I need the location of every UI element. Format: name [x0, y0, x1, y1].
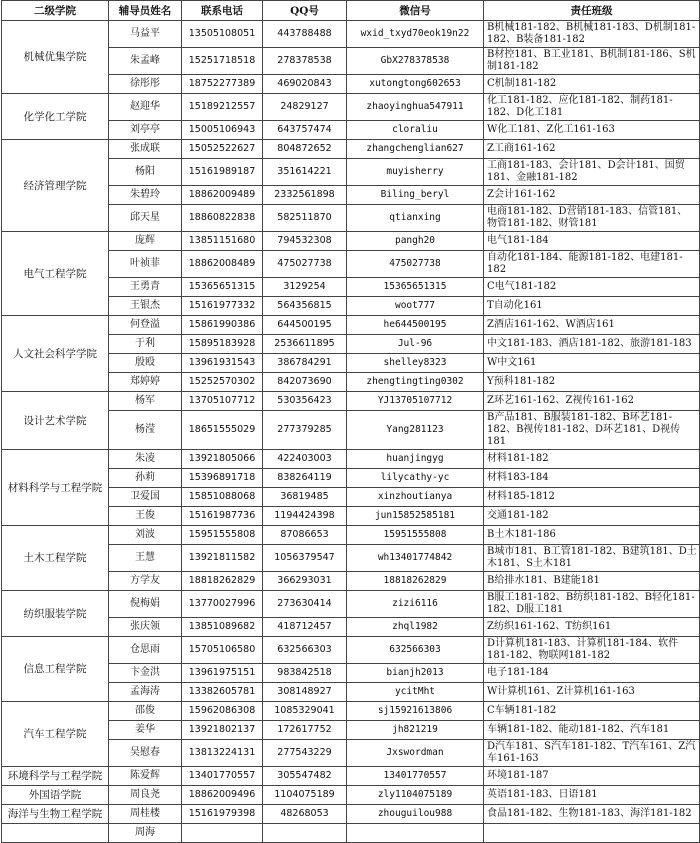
- wechat-cell: 632566303: [347, 637, 484, 664]
- phone-cell: 13921811582: [182, 545, 263, 572]
- qq-cell: 842073690: [263, 373, 347, 392]
- classes-cell: B城市181、B工管181-182、B建筑181、D土木181、S土木181: [484, 545, 700, 572]
- wechat-cell: shelley8323: [347, 354, 484, 373]
- table-row: [2, 591, 700, 618]
- header-classes: 责任班级: [484, 1, 700, 21]
- wechat-cell: 13401770557: [347, 767, 484, 786]
- table-row: [2, 637, 700, 664]
- qq-cell: 2536611895: [263, 335, 347, 354]
- phone-cell: 15396891718: [182, 469, 263, 488]
- classes-cell: B给排水181、B建能181: [484, 572, 700, 591]
- college-cell: 化学化工学院: [2, 94, 109, 140]
- qq-cell: 643757474: [263, 121, 347, 140]
- wechat-cell: muyisherry: [347, 159, 484, 186]
- college-cell: 外国语学院: [2, 786, 109, 805]
- wechat-cell: lilycathy-yc: [347, 469, 484, 488]
- wechat-cell: zhangchenglian627: [347, 140, 484, 159]
- college-cell: 材料科学与工程学院: [2, 450, 109, 526]
- qq-cell: 794532308: [263, 232, 347, 251]
- phone-cell: 13505108051: [182, 21, 263, 48]
- qq-cell: 644500195: [263, 316, 347, 335]
- counselor-name-cell: 卫爱国: [109, 488, 182, 507]
- table-row: [2, 786, 700, 805]
- table-body: [2, 21, 700, 843]
- wechat-cell: sj15921613806: [347, 702, 484, 721]
- wechat-cell: [347, 824, 484, 843]
- table-row: [2, 392, 700, 411]
- phone-cell: 13851089682: [182, 618, 263, 637]
- header-phone: 联系电话: [182, 1, 263, 21]
- classes-cell: 电气181-184: [484, 232, 700, 251]
- classes-cell: Z工商161-162: [484, 140, 700, 159]
- counselor-name-cell: 朱凌: [109, 450, 182, 469]
- college-cell: 机械优集学院: [2, 21, 109, 94]
- wechat-cell: pangh20: [347, 232, 484, 251]
- table-row: [2, 805, 700, 824]
- classes-cell: 食品181-182、生物181-183、海洋181-182: [484, 805, 700, 824]
- counselor-name-cell: 徐彤彤: [109, 75, 182, 94]
- wechat-cell: 15951555808: [347, 526, 484, 545]
- classes-cell: Z会计161-162: [484, 186, 700, 205]
- counselor-name-cell: 王勇青: [109, 278, 182, 297]
- qq-cell: 564356815: [263, 297, 347, 316]
- qq-cell: 582511870: [263, 205, 347, 232]
- classes-cell: B产品181、B服装181-182、B环艺181-182、B视传181-182、D环艺181、D视传181: [484, 411, 700, 450]
- phone-cell: 15052522627: [182, 140, 263, 159]
- classes-cell: 材料183-184: [484, 469, 700, 488]
- classes-cell: Z环艺161-162、Z视传161-162: [484, 392, 700, 411]
- header-counselor-name: 辅导员姓名: [109, 1, 182, 21]
- qq-cell: 366293031: [263, 572, 347, 591]
- classes-cell: Z纺织161-162、T纺织161: [484, 618, 700, 637]
- phone-cell: 15161989187: [182, 159, 263, 186]
- counselor-name-cell: 庞辉: [109, 232, 182, 251]
- classes-cell: W计算机161、Z计算机161-163: [484, 683, 700, 702]
- classes-cell: D计算机181-183、计算机181-184、软件181-182、物联网181-182: [484, 637, 700, 664]
- counselor-name-cell: 杨滢: [109, 411, 182, 450]
- qq-cell: 277543229: [263, 740, 347, 767]
- counselor-name-cell: 张成联: [109, 140, 182, 159]
- classes-cell: W中文161: [484, 354, 700, 373]
- phone-cell: 15251718518: [182, 48, 263, 75]
- table-row: [2, 232, 700, 251]
- phone-cell: 15951555808: [182, 526, 263, 545]
- counselor-name-cell: 陈爱辉: [109, 767, 182, 786]
- qq-cell: 278378538: [263, 48, 347, 75]
- counselor-name-cell: 叶祯菲: [109, 251, 182, 278]
- classes-cell: 材料185-1812: [484, 488, 700, 507]
- phone-cell: 18862008489: [182, 251, 263, 278]
- wechat-cell: jh821219: [347, 721, 484, 740]
- wechat-cell: Jxswordman: [347, 740, 484, 767]
- counselor-name-cell: 周良尧: [109, 786, 182, 805]
- wechat-cell: GbX278378538: [347, 48, 484, 75]
- wechat-cell: bianjh2013: [347, 664, 484, 683]
- college-cell: 信息工程学院: [2, 637, 109, 702]
- header-wechat: 微信号: [347, 1, 484, 21]
- classes-cell: 材料181-182: [484, 450, 700, 469]
- qq-cell: 172617752: [263, 721, 347, 740]
- qq-cell: 838264119: [263, 469, 347, 488]
- phone-cell: 18862009489: [182, 186, 263, 205]
- qq-cell: 804872652: [263, 140, 347, 159]
- counselor-table: [1, 0, 700, 843]
- header-qq: QQ号: [263, 1, 347, 21]
- wechat-cell: zhaoyinghua547911: [347, 94, 484, 121]
- counselor-name-cell: 马益平: [109, 21, 182, 48]
- qq-cell: 418712457: [263, 618, 347, 637]
- qq-cell: 87086653: [263, 526, 347, 545]
- wechat-cell: xutongtong602653: [347, 75, 484, 94]
- counselor-name-cell: 周海: [109, 824, 182, 843]
- wechat-cell: wxid_txyd70eok19n22: [347, 21, 484, 48]
- phone-cell: 13921802137: [182, 721, 263, 740]
- phone-cell: 15705106580: [182, 637, 263, 664]
- table-row: [2, 140, 700, 159]
- classes-cell: C车辆181-182: [484, 702, 700, 721]
- counselor-name-cell: 吴慰春: [109, 740, 182, 767]
- counselor-name-cell: 张庆领: [109, 618, 182, 637]
- wechat-cell: YJ13705107712: [347, 392, 484, 411]
- qq-cell: 475027738: [263, 251, 347, 278]
- qq-cell: 983842518: [263, 664, 347, 683]
- classes-cell: B土木181-186: [484, 526, 700, 545]
- qq-cell: [263, 824, 347, 843]
- header-college: 二级学院: [2, 1, 109, 21]
- wechat-cell: zhouguilou988: [347, 805, 484, 824]
- qq-cell: 632566303: [263, 637, 347, 664]
- table-row: [2, 94, 700, 121]
- phone-cell: 13382605781: [182, 683, 263, 702]
- counselor-name-cell: 卞金洪: [109, 664, 182, 683]
- qq-cell: 469020843: [263, 75, 347, 94]
- phone-cell: 18818262829: [182, 572, 263, 591]
- phone-cell: 13705107712: [182, 392, 263, 411]
- qq-cell: 24829127: [263, 94, 347, 121]
- qq-cell: 36819485: [263, 488, 347, 507]
- wechat-cell: zizi6116: [347, 591, 484, 618]
- qq-cell: 1085329041: [263, 702, 347, 721]
- classes-cell: 电商181-182、D营销181-183、信管181、物管181-182、财管181: [484, 205, 700, 232]
- counselor-name-cell: 何登溢: [109, 316, 182, 335]
- counselor-name-cell: 郑婷婷: [109, 373, 182, 392]
- qq-cell: 1194424398: [263, 507, 347, 526]
- college-cell: 电气工程学院: [2, 232, 109, 316]
- classes-cell: 英语181-183、日语181: [484, 786, 700, 805]
- qq-cell: 443788488: [263, 21, 347, 48]
- counselor-name-cell: 姜华: [109, 721, 182, 740]
- qq-cell: 48268053: [263, 805, 347, 824]
- counselor-name-cell: 刘亭亭: [109, 121, 182, 140]
- classes-cell: 电子181-184: [484, 664, 700, 683]
- table-row: [2, 824, 700, 843]
- phone-cell: [182, 824, 263, 843]
- counselor-name-cell: 赵迎华: [109, 94, 182, 121]
- classes-cell: 自动化181-184、能源181-182、电建181-182: [484, 251, 700, 278]
- counselor-name-cell: 倪梅娟: [109, 591, 182, 618]
- phone-cell: 13813224131: [182, 740, 263, 767]
- counselor-name-cell: 殷殴: [109, 354, 182, 373]
- table-row: [2, 450, 700, 469]
- counselor-name-cell: 朱碧玲: [109, 186, 182, 205]
- phone-cell: 13921805066: [182, 450, 263, 469]
- classes-cell: B机械181-182、B机械181-183、D机制181-182、B装备181-182: [484, 21, 700, 48]
- wechat-cell: he644500195: [347, 316, 484, 335]
- counselor-name-cell: 孟海涛: [109, 683, 182, 702]
- wechat-cell: woot777: [347, 297, 484, 316]
- counselor-name-cell: 杨阳: [109, 159, 182, 186]
- classes-cell: 环境181-187: [484, 767, 700, 786]
- phone-cell: 18862009496: [182, 786, 263, 805]
- qq-cell: 386784291: [263, 354, 347, 373]
- qq-cell: 1104075189: [263, 786, 347, 805]
- phone-cell: 15895183928: [182, 335, 263, 354]
- qq-cell: 422403003: [263, 450, 347, 469]
- phone-cell: 15161987736: [182, 507, 263, 526]
- classes-cell: D汽车181、S汽车181-182、T汽车161、Z汽车161-163: [484, 740, 700, 767]
- phone-cell: 13961975151: [182, 664, 263, 683]
- wechat-cell: qtianxing: [347, 205, 484, 232]
- qq-cell: 351614221: [263, 159, 347, 186]
- counselor-name-cell: 邵俊: [109, 702, 182, 721]
- classes-cell: [484, 824, 700, 843]
- wechat-cell: ycitMht: [347, 683, 484, 702]
- college-cell: 土木工程学院: [2, 526, 109, 591]
- wechat-cell: 15365651315: [347, 278, 484, 297]
- phone-cell: 13401770557: [182, 767, 263, 786]
- table-row: [2, 316, 700, 335]
- classes-cell: Y预科181-182: [484, 373, 700, 392]
- classes-cell: C电气181-182: [484, 278, 700, 297]
- header-row: [2, 1, 700, 21]
- classes-cell: 工商181-183、会计181、D会计181、国贸181、金融181-182: [484, 159, 700, 186]
- college-cell: 经济管理学院: [2, 140, 109, 232]
- phone-cell: 13961931543: [182, 354, 263, 373]
- phone-cell: 15851088068: [182, 488, 263, 507]
- phone-cell: 15962086308: [182, 702, 263, 721]
- phone-cell: 18752277389: [182, 75, 263, 94]
- counselor-name-cell: 王慧: [109, 545, 182, 572]
- wechat-cell: 475027738: [347, 251, 484, 278]
- phone-cell: 15161979398: [182, 805, 263, 824]
- classes-cell: 车辆181-182、能动181-182、汽车181: [484, 721, 700, 740]
- qq-cell: 305547482: [263, 767, 347, 786]
- qq-cell: 3129254: [263, 278, 347, 297]
- table-row: [2, 702, 700, 721]
- phone-cell: 18860822838: [182, 205, 263, 232]
- qq-cell: 530356423: [263, 392, 347, 411]
- wechat-cell: Yang281123: [347, 411, 484, 450]
- college-cell: [2, 824, 109, 843]
- phone-cell: 15189212557: [182, 94, 263, 121]
- classes-cell: T自动化161: [484, 297, 700, 316]
- classes-cell: C机制181-182: [484, 75, 700, 94]
- table-row: [2, 21, 700, 48]
- wechat-cell: wh13401774842: [347, 545, 484, 572]
- qq-cell: 2332561898: [263, 186, 347, 205]
- counselor-name-cell: 朱孟峰: [109, 48, 182, 75]
- college-cell: 海洋与生物工程学院: [2, 805, 109, 824]
- college-cell: 环境科学与工程学院: [2, 767, 109, 786]
- counselor-name-cell: 周桂楼: [109, 805, 182, 824]
- wechat-cell: 18818262829: [347, 572, 484, 591]
- qq-cell: 1056379547: [263, 545, 347, 572]
- phone-cell: 13851151680: [182, 232, 263, 251]
- college-cell: 汽车工程学院: [2, 702, 109, 767]
- counselor-name-cell: 于利: [109, 335, 182, 354]
- counselor-name-cell: 杨军: [109, 392, 182, 411]
- classes-cell: B服工181-182、B纺织181-182、B轻化181-182、D服工181: [484, 591, 700, 618]
- wechat-cell: cloraliu: [347, 121, 484, 140]
- wechat-cell: zly1104075189: [347, 786, 484, 805]
- phone-cell: 15365651315: [182, 278, 263, 297]
- classes-cell: Z酒店161-162、W酒店161: [484, 316, 700, 335]
- counselor-name-cell: 孙莉: [109, 469, 182, 488]
- counselor-name-cell: 邱天星: [109, 205, 182, 232]
- counselor-name-cell: 方学友: [109, 572, 182, 591]
- counselor-name-cell: 王银杰: [109, 297, 182, 316]
- classes-cell: 交通181-182: [484, 507, 700, 526]
- wechat-cell: Jul-96: [347, 335, 484, 354]
- wechat-cell: Biling_beryl: [347, 186, 484, 205]
- counselor-name-cell: 刘波: [109, 526, 182, 545]
- phone-cell: 15161977332: [182, 297, 263, 316]
- wechat-cell: huanjingyg: [347, 450, 484, 469]
- phone-cell: 13770027996: [182, 591, 263, 618]
- table-row: [2, 526, 700, 545]
- qq-cell: 273630414: [263, 591, 347, 618]
- wechat-cell: jun15852585181: [347, 507, 484, 526]
- college-cell: 纺织服装学院: [2, 591, 109, 637]
- classes-cell: B材控181、B工业181、B机制181-186、S机制181-182: [484, 48, 700, 75]
- wechat-cell: zhengtingting0302: [347, 373, 484, 392]
- classes-cell: 中文181-183、酒店181-182、旅游181-183: [484, 335, 700, 354]
- qq-cell: 277379285: [263, 411, 347, 450]
- classes-cell: 化工181-182、应化181-182、制药181-182、D化工181: [484, 94, 700, 121]
- counselor-name-cell: 仓思雨: [109, 637, 182, 664]
- college-cell: 人文社会科学学院: [2, 316, 109, 392]
- table-row: [2, 767, 700, 786]
- phone-cell: 18651555029: [182, 411, 263, 450]
- college-cell: 设计艺术学院: [2, 392, 109, 450]
- wechat-cell: zhql1982: [347, 618, 484, 637]
- qq-cell: 308148927: [263, 683, 347, 702]
- counselor-name-cell: 王俊: [109, 507, 182, 526]
- phone-cell: 15861990386: [182, 316, 263, 335]
- wechat-cell: xinzhoutianya: [347, 488, 484, 507]
- phone-cell: 15005106943: [182, 121, 263, 140]
- classes-cell: W化工181、Z化工161-163: [484, 121, 700, 140]
- phone-cell: 15252570302: [182, 373, 263, 392]
